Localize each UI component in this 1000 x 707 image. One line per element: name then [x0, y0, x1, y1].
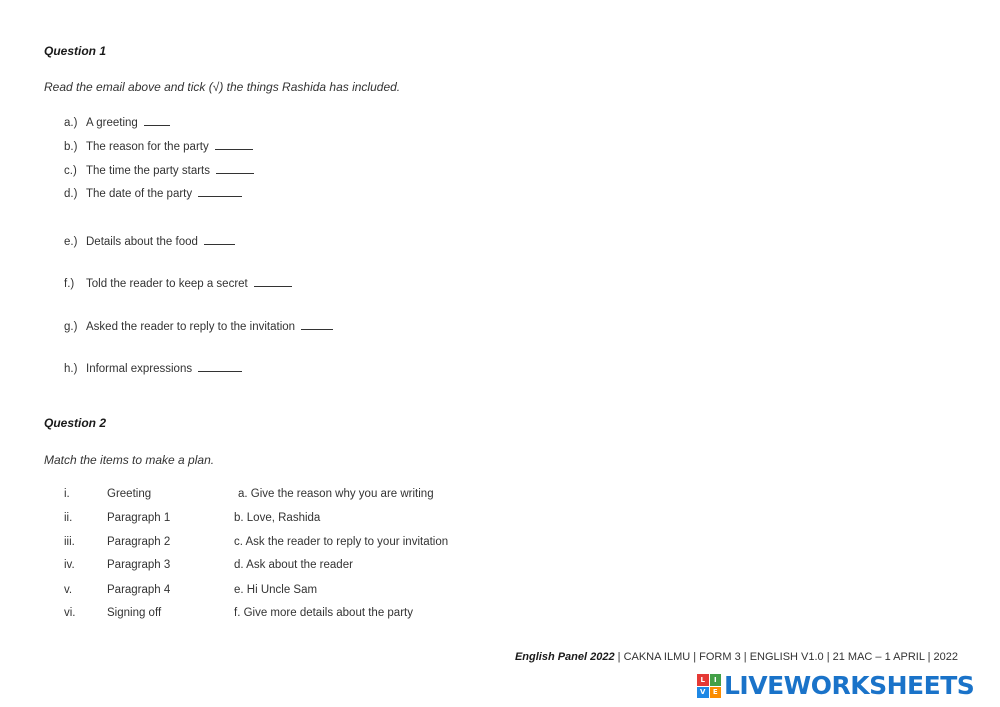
answer-blank[interactable]	[198, 362, 242, 372]
question-1-title: Question 1	[44, 44, 107, 58]
answer-blank[interactable]	[144, 116, 170, 126]
logo-mark-e: E	[710, 687, 722, 699]
footer-panel: English Panel 2022	[514, 651, 615, 663]
list-item: d.) The date of the party	[64, 187, 242, 200]
plan-item[interactable]: Greeting	[107, 488, 152, 500]
question-2-title: Question 2	[44, 416, 107, 430]
list-item: b.) The reason for the party	[64, 140, 253, 153]
logo-mark-i: I	[710, 674, 722, 686]
match-option[interactable]: c. Ask the reader to reply to your invitation	[234, 536, 449, 548]
answer-blank[interactable]	[198, 187, 242, 197]
liveworksheets-logo-icon	[697, 674, 721, 698]
plan-item[interactable]: Paragraph 1	[107, 512, 171, 524]
logo-mark-v: V	[697, 687, 709, 699]
list-item: f.) Told the reader to keep a secret	[64, 277, 292, 290]
answer-blank[interactable]	[215, 140, 253, 150]
plan-item[interactable]: Signing off	[107, 607, 162, 619]
match-option[interactable]: f. Give more details about the party	[234, 607, 413, 619]
plan-item[interactable]: Paragraph 2	[107, 536, 171, 548]
list-item: e.) Details about the food	[64, 235, 235, 248]
page-footer	[515, 651, 958, 663]
answer-blank[interactable]	[216, 164, 254, 174]
list-item: a.) A greeting	[64, 116, 170, 129]
logo-mark-l: L	[697, 674, 709, 686]
match-option[interactable]: a. Give the reason why you are writing	[238, 488, 434, 500]
plan-item[interactable]: Paragraph 4	[107, 584, 171, 596]
question-2-instruction: Match the items to make a plan.	[44, 453, 215, 467]
match-option[interactable]: e. Hi Uncle Sam	[234, 584, 318, 596]
match-option[interactable]: b. Love, Rashida	[234, 512, 321, 524]
logo-text: LIVEWORKSHEETS	[724, 671, 975, 700]
list-item: g.) Asked the reader to reply to the invitation	[64, 320, 333, 333]
footer-details: | CAKNA ILMU | FORM 3 | ENGLISH V1.0 | 21 MAC – 1 APRIL | 2022	[614, 651, 958, 663]
match-option[interactable]: d. Ask about the reader	[234, 559, 353, 571]
liveworksheets-logo[interactable]	[697, 672, 974, 700]
list-item: c.) The time the party starts	[64, 164, 254, 177]
list-item: h.) Informal expressions	[64, 362, 242, 375]
answer-blank[interactable]	[301, 320, 333, 330]
plan-item[interactable]: Paragraph 3	[107, 559, 171, 571]
answer-blank[interactable]	[204, 235, 235, 245]
question-1-instruction: Read the email above and tick (√) the things Rashida has included.	[44, 80, 401, 94]
answer-blank[interactable]	[254, 277, 292, 287]
